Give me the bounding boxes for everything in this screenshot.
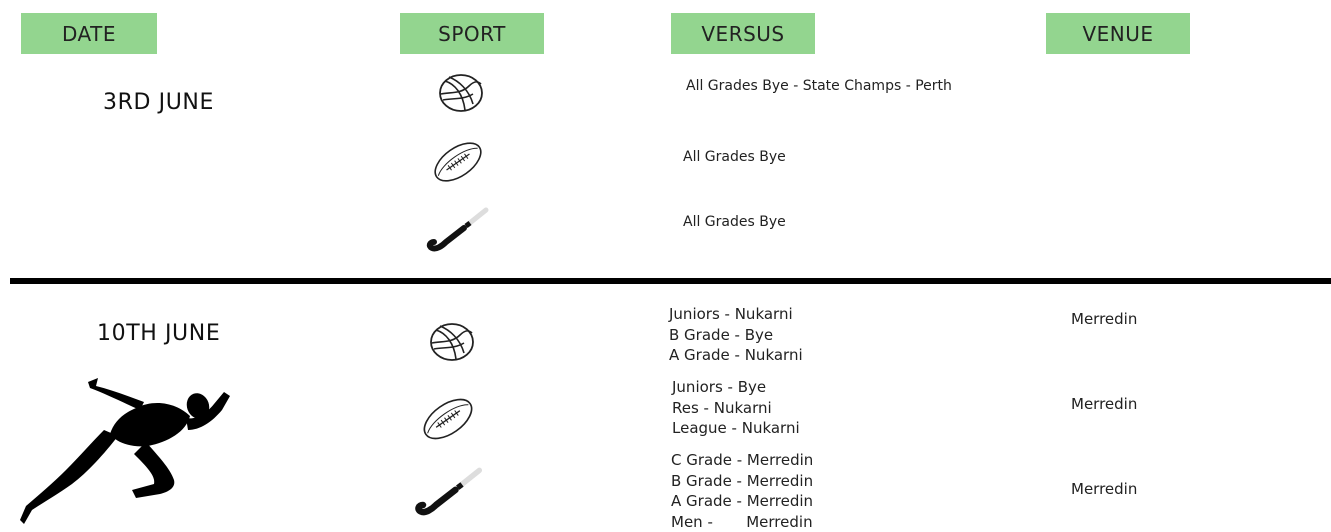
header-venue: VENUE <box>1046 13 1190 54</box>
venue-10th-june-football: Merredin <box>1071 395 1138 413</box>
hockey-stick-icon <box>414 466 484 518</box>
versus-10th-june-football: Juniors - Bye Res - Nukarni League - Nukarni <box>672 378 800 437</box>
header-versus: VERSUS <box>671 13 815 54</box>
versus-10th-june-netball: Juniors - Nukarni B Grade - Bye A Grade - Nukarni <box>669 305 803 364</box>
header-date: DATE <box>21 13 157 54</box>
versus-3rd-june-netball: All Grades Bye - State Champs - Perth <box>686 78 952 94</box>
versus-10th-june-hockey: C Grade - Merredin B Grade - Merredin A Grade - Merredin Men - Merredin <box>671 451 814 531</box>
runner-silhouette-icon <box>18 376 238 526</box>
round-divider <box>10 278 1331 284</box>
header-sport: SPORT <box>400 13 544 54</box>
netball-icon <box>426 321 478 363</box>
football-icon <box>430 140 486 184</box>
venue-10th-june-hockey: Merredin <box>1071 480 1138 498</box>
venue-10th-june-netball: Merredin <box>1071 310 1138 328</box>
football-icon <box>419 396 477 442</box>
versus-3rd-june-football: All Grades Bye <box>683 149 786 165</box>
round-date-3rd-june: 3RD JUNE <box>103 90 214 115</box>
netball-icon <box>437 72 485 114</box>
round-date-10th-june: 10TH JUNE <box>97 321 221 346</box>
versus-3rd-june-hockey: All Grades Bye <box>683 214 786 230</box>
hockey-stick-icon <box>426 206 490 254</box>
